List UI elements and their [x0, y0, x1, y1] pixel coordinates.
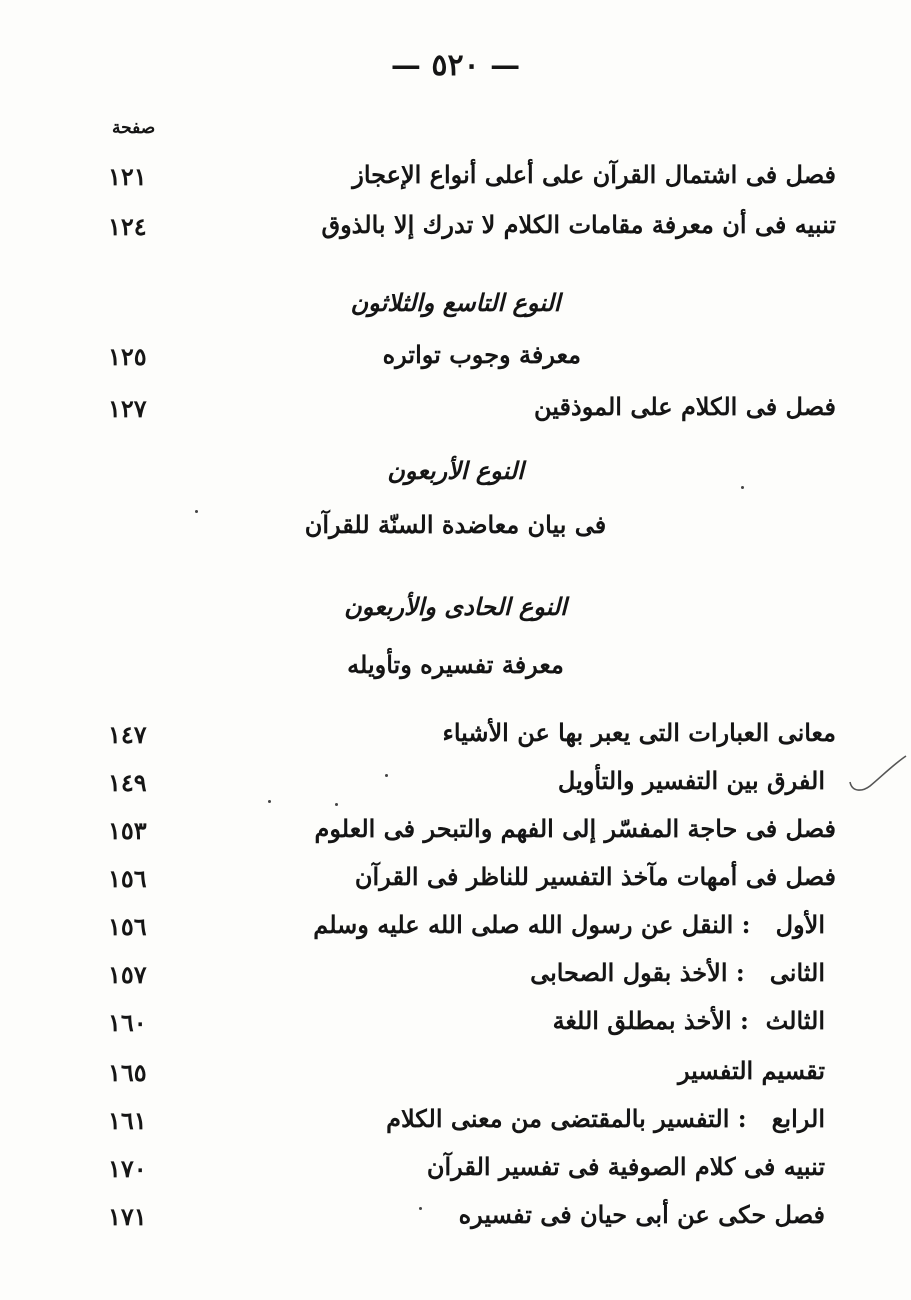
toc-entry [0, 160, 911, 200]
toc-entry [0, 392, 911, 432]
toc-entry [0, 1152, 911, 1192]
entry-title: تنبيه فى كلام الصوفية فى تفسير القرآن [426, 1152, 825, 1181]
toc-entry [0, 1104, 911, 1144]
handwritten-tick-mark [848, 752, 908, 798]
entry-page: ١٦٥ [108, 1058, 147, 1087]
entry-page: ١٢٥ [108, 342, 147, 371]
entry-page: ١٥٦ [108, 912, 147, 941]
entry-title: فصل فى أمهات مآخذ التفسير للناظر فى القرآن [354, 862, 836, 891]
entry-page: ١٧١ [108, 1202, 147, 1231]
section-subheading: فى بيان معاضدة السنّة للقرآن [304, 510, 607, 539]
entry-title: فصل فى اشتمال القرآن على أعلى أنواع الإعجاز [352, 160, 836, 189]
toc-entry [0, 1200, 911, 1240]
toc-entry [0, 1006, 911, 1046]
paper-speck [268, 800, 271, 803]
page-column-label: صفحة [112, 118, 156, 138]
toc-entry [0, 718, 911, 758]
page-number: — ٥٢٠ — [390, 48, 521, 83]
entry-page: ١٢٤ [108, 212, 147, 241]
entry-title: فصل حكى عن أبى حيان فى تفسيره [458, 1200, 825, 1229]
entry-title: معرفة وجوب تواتره [382, 340, 581, 369]
entry-page: ١٦١ [108, 1106, 147, 1135]
paper-speck [385, 774, 388, 777]
entry-title: فصل فى الكلام على الموذقين [534, 392, 836, 421]
toc-entry [0, 958, 911, 998]
toc-entry [0, 814, 911, 854]
paper-speck [335, 803, 338, 806]
entry-page: ١٧٠ [108, 1154, 147, 1183]
entry-title: فصل فى حاجة المفسّر إلى الفهم والتبحر فى العلوم [314, 814, 836, 843]
entry-title: الثانى : الأخذ بقول الصحابى [530, 958, 825, 987]
entry-title: الأول : النقل عن رسول الله صلى الله عليه وسلم [313, 910, 825, 939]
toc-entry [0, 340, 911, 380]
entry-page: ١٢١ [108, 162, 147, 191]
section-heading: النوع الحادى والأربعون [344, 592, 567, 621]
section-heading: النوع التاسع والثلاثون [350, 288, 561, 317]
entry-page: ١٥٦ [108, 864, 147, 893]
section-heading: النوع الأربعون [387, 456, 524, 485]
entry-page: ١٦٠ [108, 1008, 147, 1037]
entry-title: الفرق بين التفسير والتأويل [557, 766, 825, 795]
entry-page: ١٤٧ [108, 720, 147, 749]
entry-page: ١٥٧ [108, 960, 147, 989]
section-subheading: معرفة تفسيره وتأويله [347, 650, 564, 679]
paper-speck [741, 486, 744, 489]
toc-entry [0, 862, 911, 902]
toc-entry [0, 910, 911, 950]
entry-title: الرابع : التفسير بالمقتضى من معنى الكلام [386, 1104, 825, 1133]
entry-page: ١٤٩ [108, 768, 147, 797]
entry-page: ١٢٧ [108, 394, 147, 423]
entry-title: تقسيم التفسير [677, 1056, 825, 1085]
entry-title: تنبيه فى أن معرفة مقامات الكلام لا تدرك إلا بالذوق [321, 210, 836, 239]
toc-entry [0, 766, 911, 806]
entry-title: معانى العبارات التى يعبر بها عن الأشياء [442, 718, 836, 747]
entry-title: الثالث : الأخذ بمطلق اللغة [552, 1006, 825, 1035]
toc-entry [0, 210, 911, 250]
toc-entry [0, 1056, 911, 1096]
paper-speck [195, 510, 198, 513]
paper-speck [419, 1207, 422, 1210]
entry-page: ١٥٣ [108, 816, 147, 845]
